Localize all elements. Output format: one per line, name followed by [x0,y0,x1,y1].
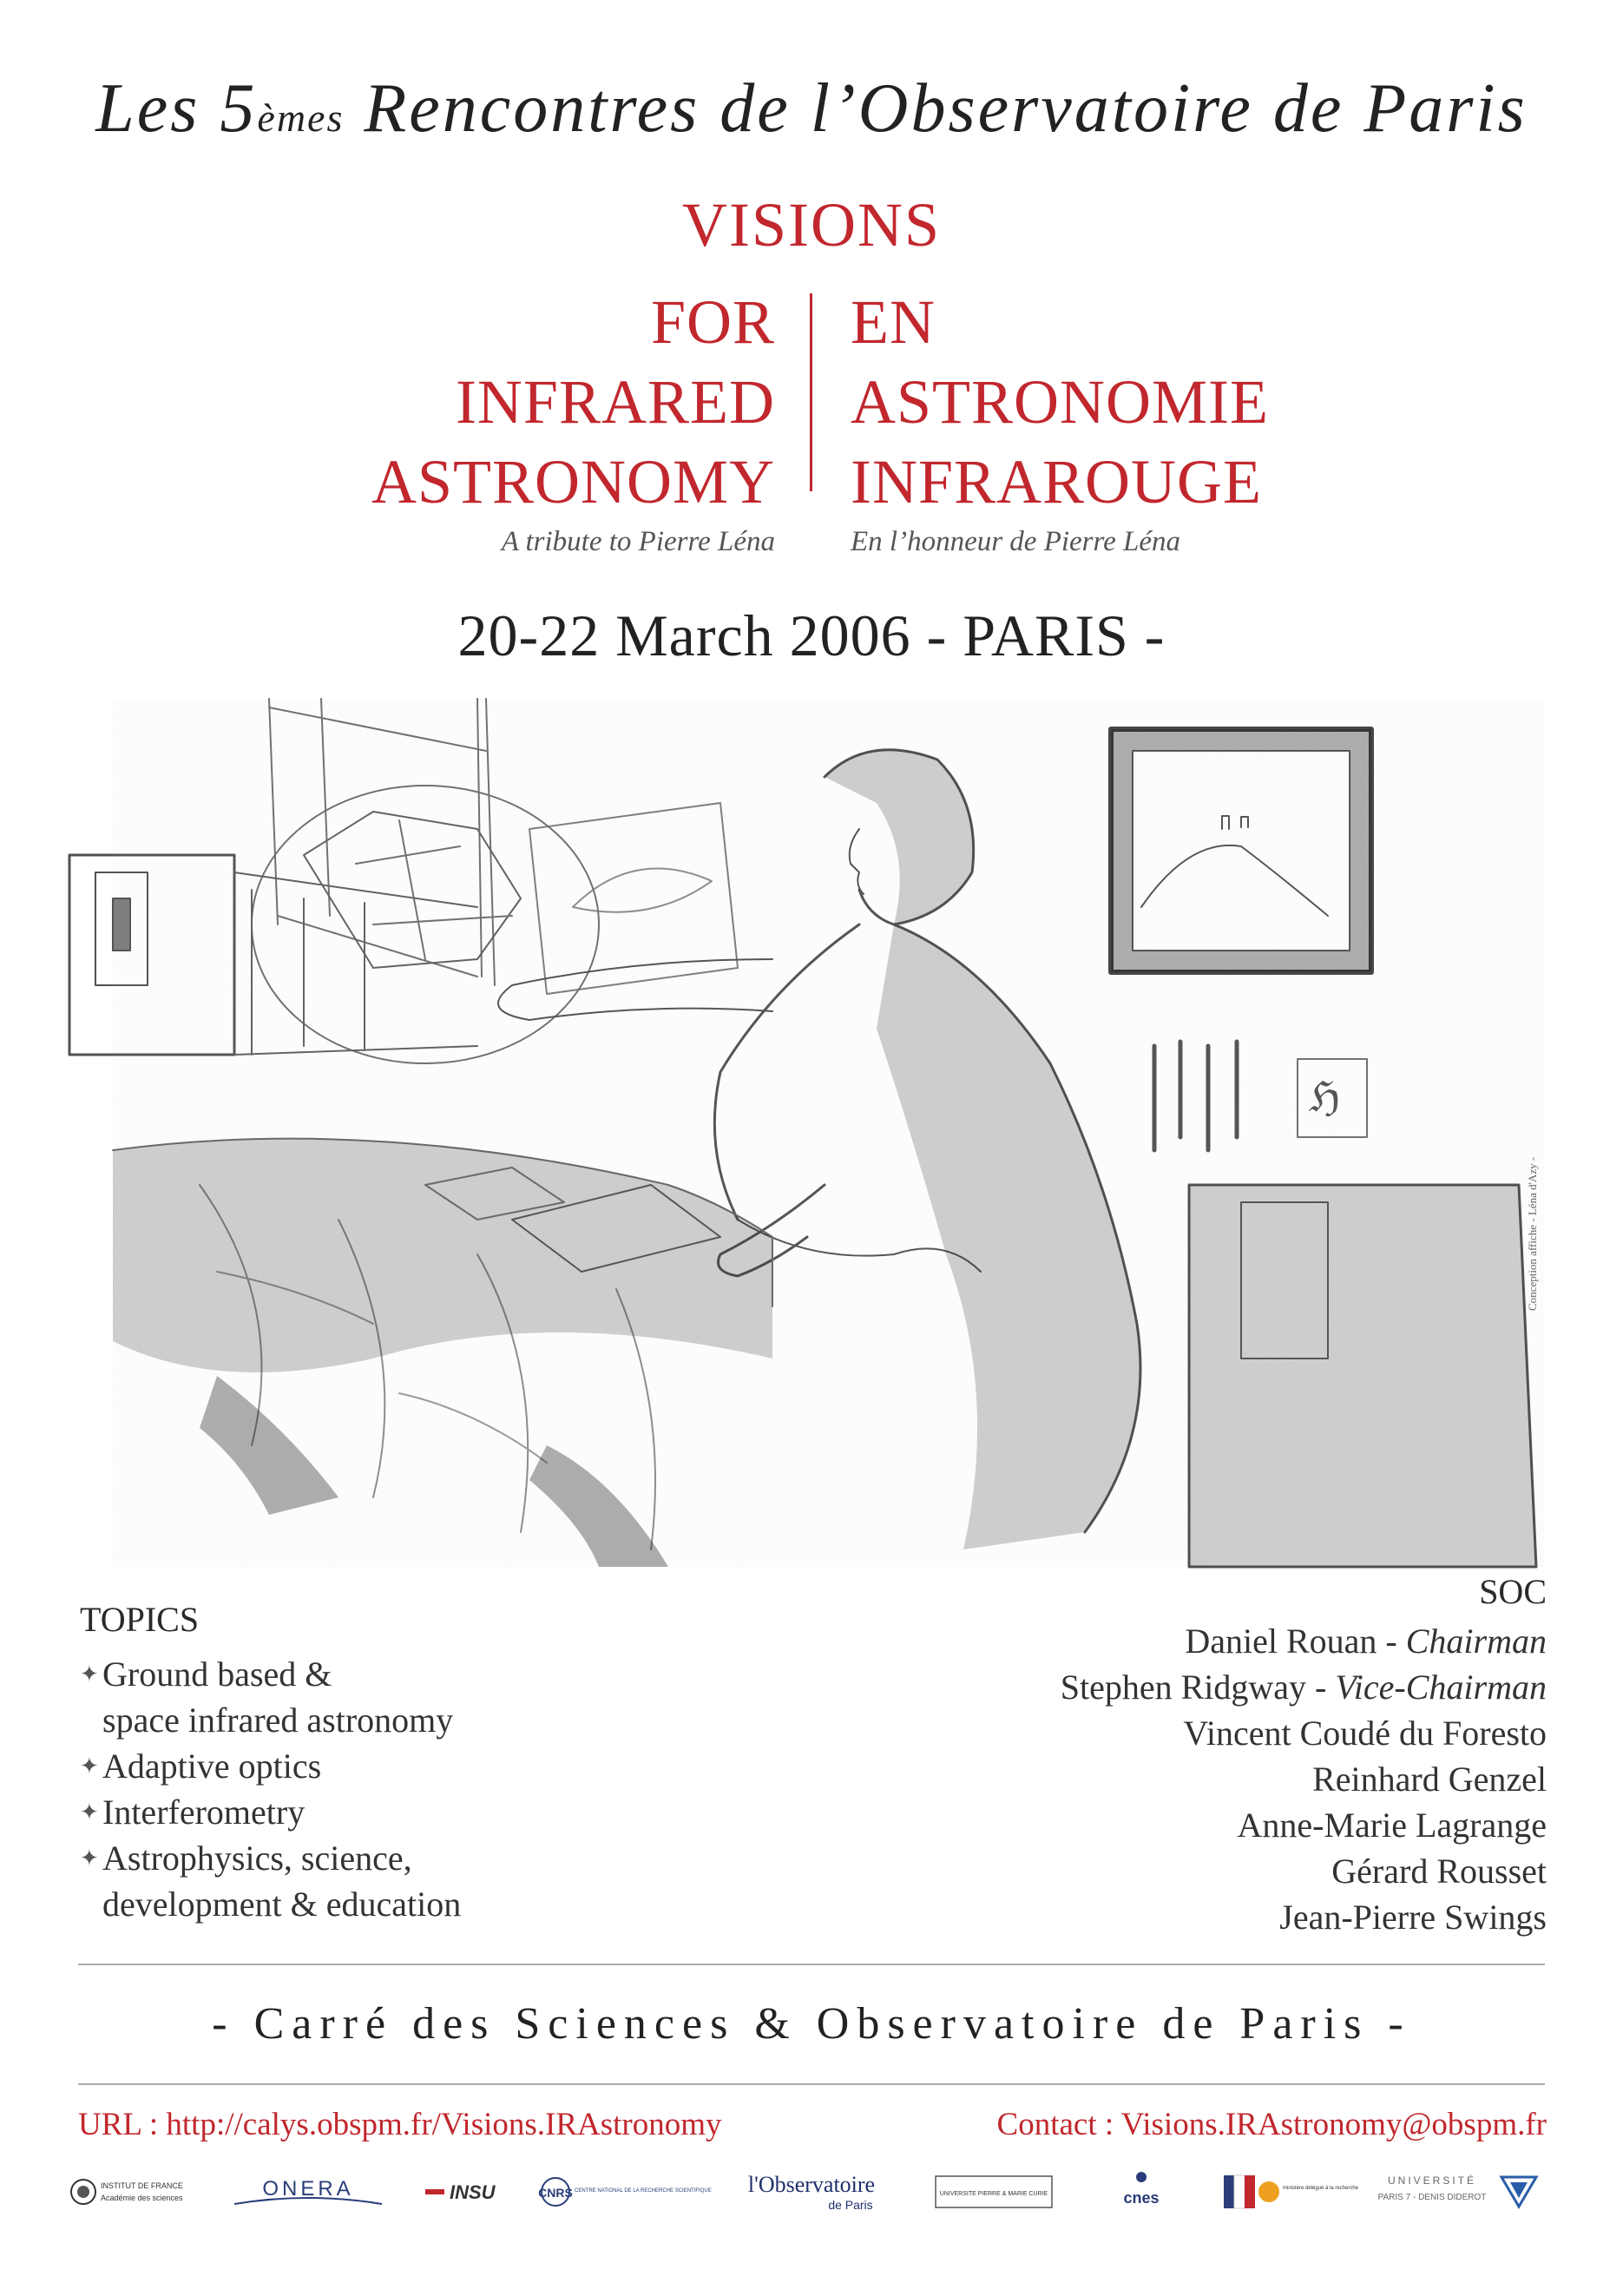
soc-member-role: Chairman [1405,1622,1547,1661]
english-title-line: INFRARED [455,367,775,437]
topic-text: Ground based & [102,1655,332,1694]
divider-line [78,2083,1545,2085]
upmc-text: UNIVERSITE PIERRE & MARIE CURIE [939,2191,1048,2197]
academie-line-2: Académie des sciences [101,2194,183,2202]
insu-logo [417,2148,512,2235]
contact-email[interactable]: Contact : Visions.IRAstronomy@obspm.fr [996,2107,1547,2142]
french-title-line: INFRAROUGE [851,447,1263,516]
soc-member: Reinhard Genzel [1312,1760,1547,1799]
onera-logo [226,2148,391,2235]
svg-text:ℌ: ℌ [1309,1075,1341,1121]
ministere-text: ministère délégué à la recherche [1283,2186,1359,2191]
plus-icon: ✦ [80,1661,99,1687]
main-title: VISIONS [681,190,942,260]
topic-text: Adaptive optics [102,1747,322,1786]
series-title-sup: èmes [257,95,345,140]
plus-icon: ✦ [80,1799,99,1825]
topic-text: Astrophysics, science, [102,1839,412,1878]
divider-line [78,1964,1545,1965]
cnrs-text: CNRS [538,2186,573,2200]
soc-list [1061,1618,1547,1940]
series-title [0,69,1623,148]
paris7-line-1: UNIVERSITÉ [1387,2174,1477,2187]
soc-member: Anne-Marie Lagrange [1237,1806,1547,1845]
plus-icon: ✦ [80,1845,99,1871]
observatoire-paris-logo [729,2148,894,2235]
event-dates: 20-22 March 2006 - PARIS - [457,602,1166,668]
english-title [371,282,775,522]
venue: - Carré des Sciences & Observatoire de Paris - [212,1999,1411,2049]
academie-sciences-logo [69,2148,200,2235]
topics-list [80,1651,461,1927]
sponsor-logos [69,2148,1554,2235]
french-title-line: ASTRONOMIE [851,367,1270,437]
onera-text: ONERA [262,2177,354,2201]
topic-text: development & education [102,1885,462,1924]
paris7-logo [1371,2148,1545,2235]
upmc-logo [929,2148,1059,2235]
tribute-english: A tribute to Pierre Léna [501,526,775,557]
observatoire-text: l'Observatoire [747,2172,876,2197]
cnrs-subtext: CENTRE NATIONAL DE LA RECHERCHE SCIENTIFIQUE [575,2188,712,2194]
soc-member: Gérard Rousset [1331,1852,1547,1891]
soc-member-name: Stephen Ridgway [1060,1668,1307,1707]
ministere-logo [1215,2148,1359,2235]
soc-member: Stephen Ridgway - Vice-Chairman [1060,1668,1547,1707]
soc-member-name: Daniel Rouan [1185,1622,1377,1661]
conference-url[interactable]: URL : http://calys.obspm.fr/Visions.IRAstronomy [78,2107,722,2142]
title-divider [810,293,812,491]
series-title-post: Rencontres de l’Observatoire de Paris [344,70,1528,147]
plus-icon: ✦ [80,1753,99,1779]
academie-line-1: INSTITUT DE FRANCE [101,2181,183,2190]
insu-text: INSU [450,2181,496,2203]
soc-member: Daniel Rouan - Chairman [1185,1622,1547,1661]
series-title-pre: Les 5 [95,70,258,147]
english-title-line: FOR [650,287,775,357]
observatoire-subtext: de Paris [828,2198,873,2212]
soc-heading: SOC [1479,1572,1547,1611]
topic-text: Interferometry [102,1793,306,1832]
soc-member: Jean-Pierre Swings [1279,1898,1547,1937]
topic-text: space infrared astronomy [102,1701,454,1740]
english-title-line: ASTRONOMY [371,447,775,516]
topic-item [80,1789,461,1835]
illustration-credit: Conception affiche - Léna d'Azy - [1526,1156,1539,1311]
soc-member-role: Vice-Chairman [1335,1668,1547,1707]
cnes-text: cnes [1123,2189,1160,2207]
cnes-logo [1094,2148,1189,2235]
topic-item [80,1835,461,1927]
topic-item [80,1651,461,1743]
cnrs-logo [538,2148,712,2235]
topics-heading: TOPICS [80,1600,200,1639]
soc-member: Vincent Coudé du Foresto [1183,1714,1547,1753]
french-title-line: EN [851,287,936,357]
topic-item [80,1743,461,1789]
french-title [851,282,1269,522]
paris7-line-2: PARIS 7 - DENIS DIDEROT [1377,2193,1487,2202]
pencil-sketch-illustration [113,699,1545,1567]
tribute-french: En l’honneur de Pierre Léna [851,526,1181,557]
